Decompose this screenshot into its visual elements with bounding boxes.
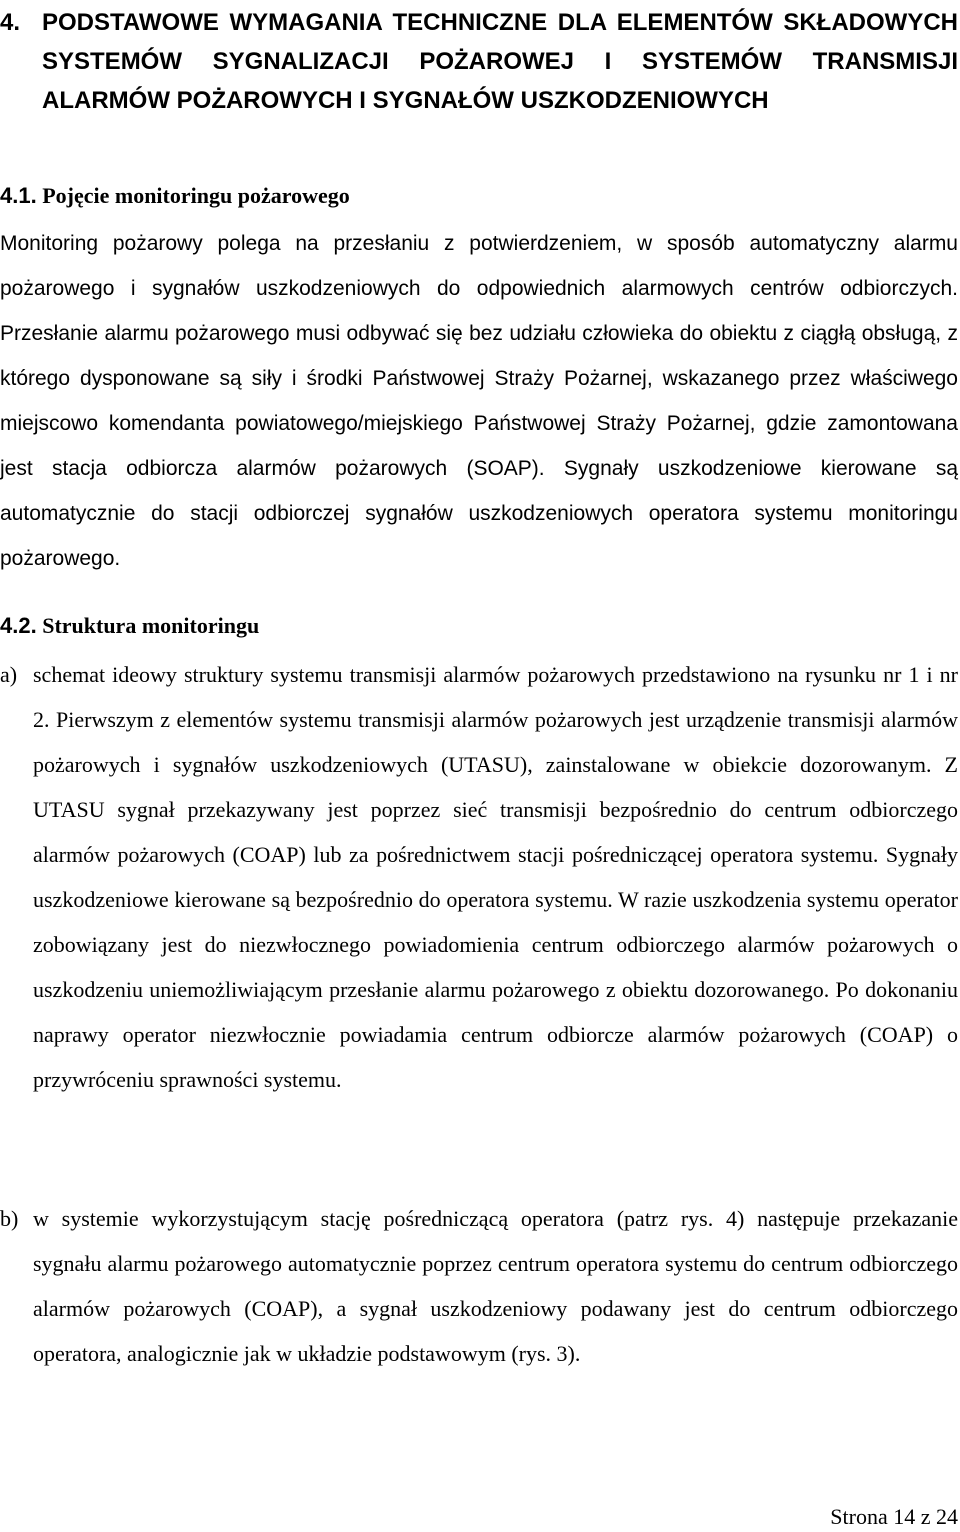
list-item-a bbox=[0, 652, 958, 1102]
section-title: Pojęcie monitoringu pożarowego bbox=[42, 183, 350, 208]
list-item-b bbox=[0, 1196, 958, 1376]
page-number-footer: Strona 14 z 24 bbox=[830, 1504, 958, 1529]
chapter-title bbox=[0, 3, 958, 120]
section-4-1-paragraph: Monitoring pożarowy polega na przesłaniu z potwierdzeniem, w sposób automatyczny alarmu pożarowego i sygnałów uszkodzeniowych do odpowiednich alarmowych centrów odbiorczych. Przesłanie alarmu pożarowego musi odbywać się bez udziału człowieka do obiektu z ciągłą obsługą, z którego dysponowane są siły i środki Państwowej Straży Pożarnej, wskazanego przez właściwego miejscowo komendanta powiatowego/miejskiego Państwowej Straży Pożarnej, gdzie zamontowana jest stacja odbiorcza alarmów pożarowych (SOAP). Sygnały uszkodzeniowe kierowane są automatycznie do stacji odbiorczej sygnałów uszkodzeniowych operatora systemu monitoringu pożarowego. bbox=[0, 232, 958, 570]
section-heading-4-2 bbox=[0, 611, 259, 641]
chapter-title-text: PODSTAWOWE WYMAGANIA TECHNICZNE DLA ELEMENTÓW SKŁADOWYCH SYSTEMÓW SYGNALIZACJI POŻAROWEJ I SYSTEMÓW TRANSMISJI ALARMÓW POŻAROWYCH I SYGNAŁÓW USZKODZENIOWYCH bbox=[42, 9, 958, 114]
section-number: 4.2. bbox=[0, 613, 37, 638]
section-number: 4.1. bbox=[0, 183, 37, 208]
list-item-text: schemat ideowy struktury systemu transmisji alarmów pożarowych przedstawiono na rysunku nr 1 i nr 2. Pierwszym z elementów systemu transmisji alarmów pożarowych jest urządzenie transmisji alarmów pożarowych i sygnałów uszkodzeniowych (UTASU), zainstalowane w obiekcie dozorowanym. Z UTASU sygnał przekazywany jest poprzez sieć transmisji bezpośrednio do centrum odbiorczego alarmów pożarowych (COAP) lub za pośrednictwem stacji pośredniczącej operatora systemu. Sygnały uszkodzeniowe kierowane są bezpośrednio do operatora systemu. W razie uszkodzenia systemu operator zobowiązany jest do niezwłocznego powiadomienia centrum odbiorczego alarmów pożarowych o uszkodzeniu uniemożliwiającym przesłanie alarmu pożarowego z obiektu dozorowanego. Po dokonaniu naprawy operator niezwłocznie powiadamia centrum odbiorcze alarmów pożarowych (COAP) o przywróceniu sprawności systemu. bbox=[33, 662, 958, 1092]
list-marker: a) bbox=[0, 662, 18, 687]
section-title: Struktura monitoringu bbox=[42, 613, 260, 638]
chapter-number: 4. bbox=[0, 9, 21, 36]
list-marker: b) bbox=[0, 1206, 19, 1231]
list-item-text: w systemie wykorzystującym stację pośredniczącą operatora (patrz rys. 4) następuje przekazanie sygnału alarmu pożarowego automatycznie poprzez centrum operatora systemu do centrum odbiorczego alarmów pożarowych (COAP), a sygnał uszkodzeniowy podawany jest do centrum odbiorczego operatora, analogicznie jak w układzie podstawowym (rys. 3). bbox=[33, 1206, 958, 1366]
section-heading-4-1 bbox=[0, 181, 350, 211]
